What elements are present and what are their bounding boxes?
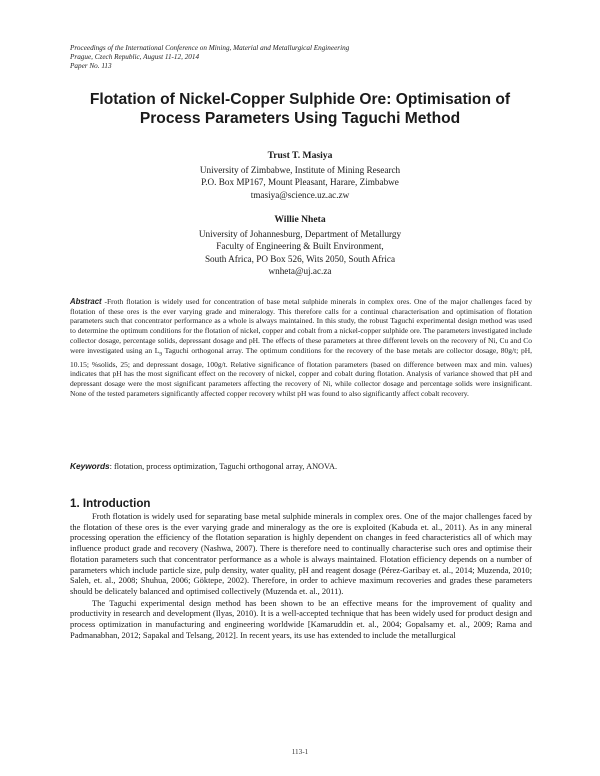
proceedings-header (70, 44, 540, 71)
abstract-subscript: 9 (159, 351, 163, 358)
paragraph-2: The Taguchi experimental design method has been shown to be an effective means for the improvement of quality and productivity in research and development (Ilyas, 2010). It is a well-accepted technique that has been widely used for product design and process optimization in manufacturing and engineering worldwide [Kamaruddin et. al., 2004; Gopalsamy et. al., 2009; Rama and Padmanabhan, 2012; Sapakal and Telsang, 2012]. In recent years, its use has extended to include the metallurgical (70, 597, 532, 640)
abstract (70, 297, 532, 399)
keywords-text: : flotation, process optimization, Taguchi orthogonal array, ANOVA. (109, 462, 338, 471)
abstract-text-part-2: Taguchi orthogonal array. The optimum conditions for the recovery of the base metals are collector dosage, 80g/t; pH, 10.15; %solids, 25; and depressant dosage, 100g/t. Relative significance of flotation parameters (based on difference between max and min. values) indicates that pH has the most significant effect on the recovery of nickel, copper and cobalt during flotation. Analysis of variance showed that pH and depressant dosage were the most significant parameters affecting the recovery of Ni, while collector dosage and percentage solids were insignificant. None of the tested parameters significantly affected copper recovery whilst pH was found to also significantly affect cobalt recovery. (70, 345, 532, 398)
introduction-body (70, 511, 532, 640)
author-affiliation: University of Zimbabwe, Institute of Mining Research (199, 164, 401, 175)
title-line-1: Flotation of Nickel-Copper Sulphide Ore: Optimisation of (89, 91, 511, 108)
author-affiliation: University of Johannesburg, Department of Metallurgy (198, 228, 402, 239)
title-line-2: Process Parameters Using Taguchi Method (139, 110, 461, 127)
author-block-2 (60, 214, 540, 278)
paper-title (60, 90, 540, 128)
author-address: P.O. Box MP167, Mount Pleasant, Harare, Zimbabwe (201, 177, 399, 187)
paper-number: Paper No. 113 (70, 62, 112, 70)
abstract-text-part-1: -Froth flotation is widely used for concentration of base metal sulphide minerals in complex ores. One of the major challenges faced by flotation of these ores is the ever varying grade and mineralogy. This therefore calls for a continual characterisation and optimisation of flotation parameters such that concentrator performance as a whole is always maintained. In this study, the robust Taguchi experimental design method was used to determine the optimum conditions for the flotation of nickel, copper and cobalt from a nickel-copper sulphide ore. The parameters investigated include collector dosage, percentage solids, depressant dosage and pH. The effects of these parameters at three different levels on the recovery of Ni, Cu and Co were investigated using an L (70, 297, 532, 355)
proceedings-line-2: Prague, Czech Republic, August 11-12, 2014 (70, 53, 200, 61)
author-block-1 (60, 150, 540, 201)
proceedings-line-1: Proceedings of the International Conference on Mining, Material and Metallurgical Engineering (70, 44, 350, 52)
author-address: South Africa, PO Box 526, Wits 2050, South Africa (204, 253, 396, 264)
author-email[interactable]: wnheta@uj.ac.za (268, 266, 332, 276)
abstract-label: Abstract (70, 297, 102, 306)
keywords-label: Keywords (70, 461, 110, 471)
paragraph-1: Froth flotation is widely used for separating base metal sulphide minerals in complex ores. One of the major challenges faced by the flotation of these ores is the ever varying grade and mineralogy as the ore is exploited (Kabuda et. al., 2011). As in any mineral processing operation the efficiency of the flotation separation is highly dependent on changes in feed characteristics all of which may influence product grade and recovery (Nashwa, 2007). There is therefore need to continually characterise such ores and optimise their flotation parameters such that concentrator performance as a whole is always maintained. Flotation efficiency depends on a number of parameters which include particle size, pulp density, water quality, pH and reagent dosage (Pérez-Garibay et. al., 2014; Muzenda, 2010; Saleh, et. al., 2008; Shuhua, 2006; Göktepe, 2002). Therefore, in order to achieve maximum recoveries and grades these parameters should be delicately balanced and optimised collectively (Muzenda et. al., 2011). (70, 511, 532, 596)
section-heading-introduction: 1. Introduction (70, 497, 151, 510)
author-email[interactable]: tmasiya@science.uz.ac.zw (250, 189, 350, 200)
author-faculty: Faculty of Engineering & Built Environment, (216, 241, 384, 251)
keywords (70, 461, 532, 472)
author-name: Trust T. Masiya (267, 150, 333, 161)
author-name: Willie Nheta (274, 214, 326, 225)
page-number: 113-1 (291, 748, 309, 756)
